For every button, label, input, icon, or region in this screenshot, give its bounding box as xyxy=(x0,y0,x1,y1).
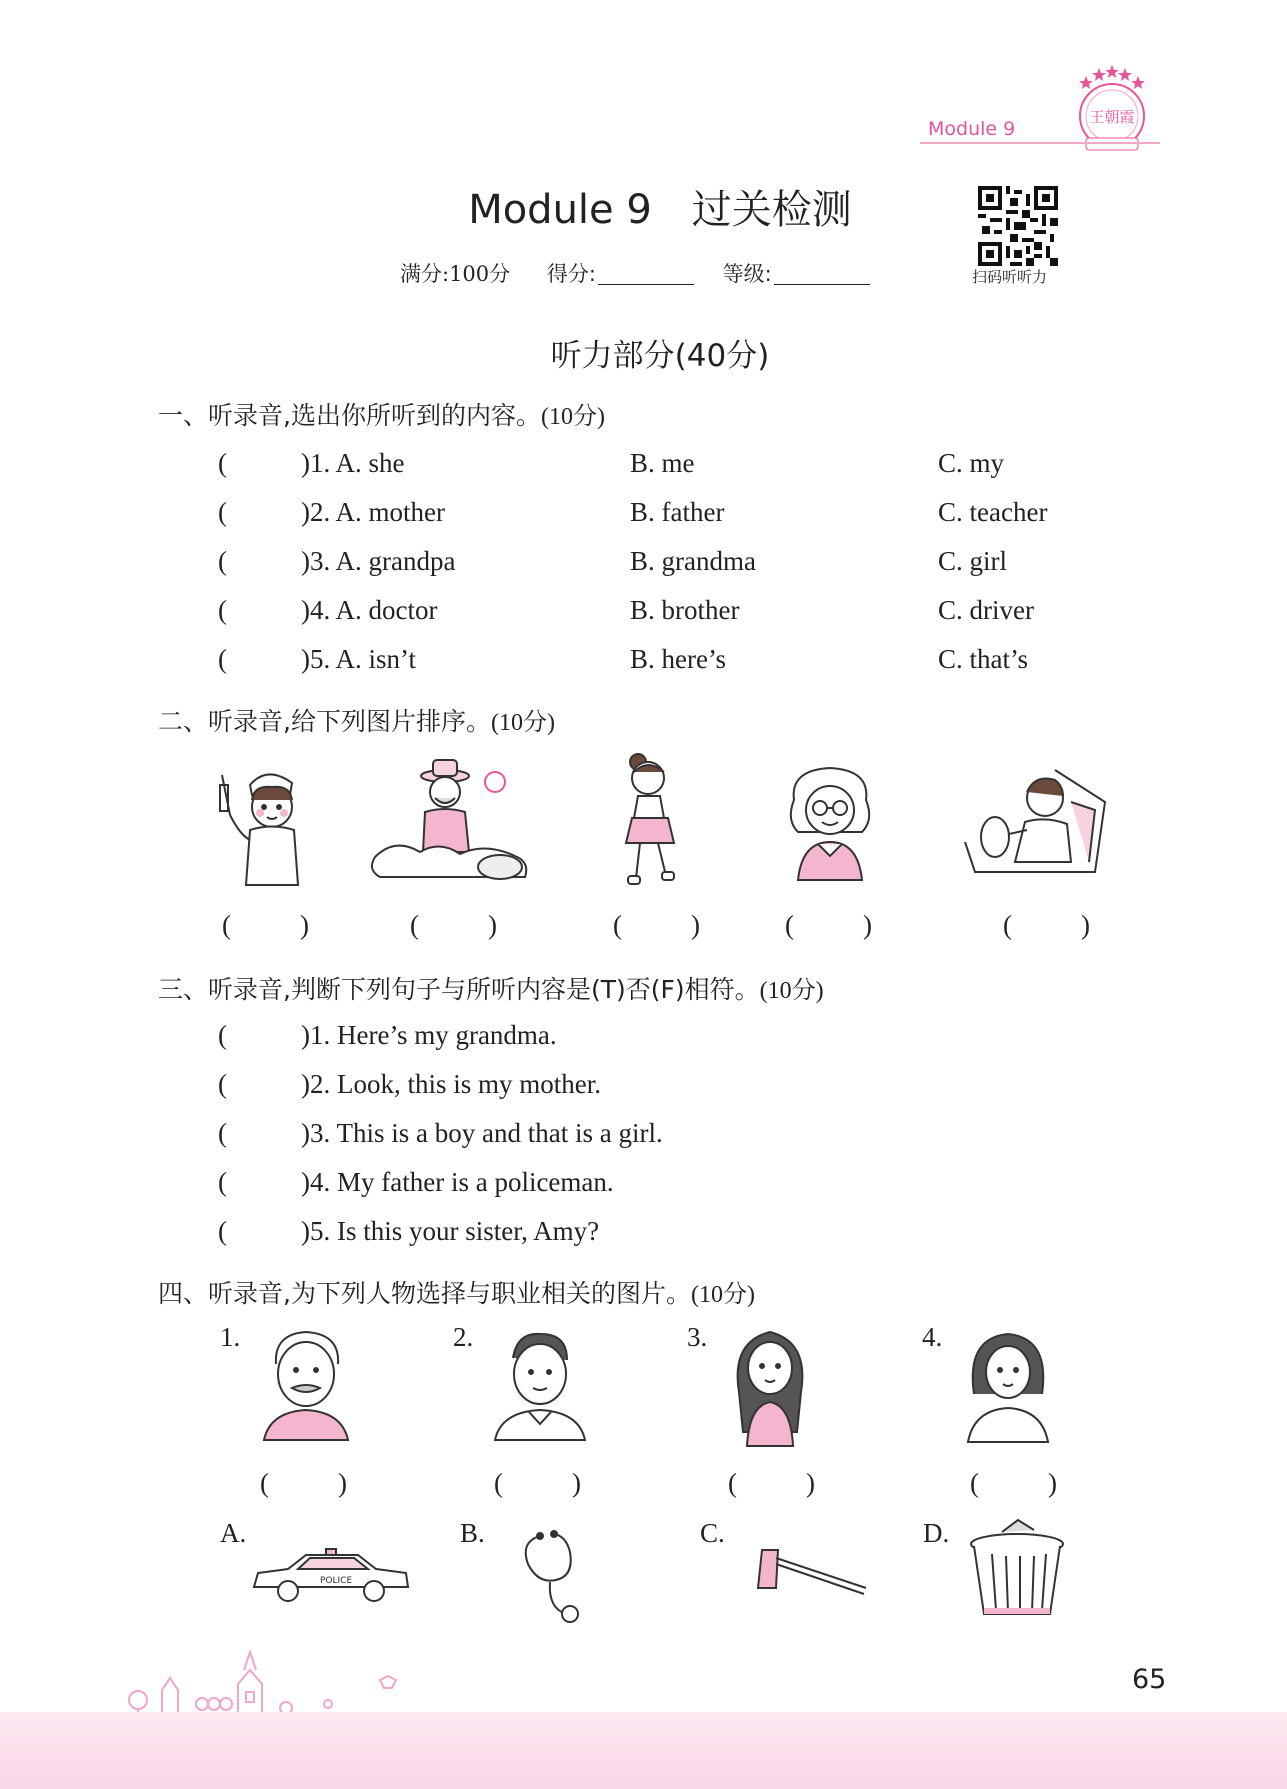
option-b: B. brother xyxy=(630,595,740,625)
option-b: B. father xyxy=(630,497,725,527)
option-letter-c: C. xyxy=(700,1518,725,1548)
option-letter-a: A. xyxy=(220,1518,247,1548)
row-bracket-open[interactable]: ( xyxy=(218,546,227,576)
svg-text:王朝霞: 王朝霞 xyxy=(1089,108,1135,126)
sentence: )5. Is this your sister, Amy? xyxy=(301,1216,600,1246)
trash-bin-icon xyxy=(962,1518,1072,1622)
score-blank[interactable] xyxy=(598,264,694,285)
option-a: )3. A. grandpa xyxy=(301,546,456,576)
row-bracket-open[interactable]: ( xyxy=(218,497,227,527)
module-tag: Module 9 xyxy=(928,118,1016,140)
option-b: B. me xyxy=(630,448,695,478)
row-bracket-open[interactable]: ( xyxy=(218,1216,227,1246)
option-letter-d: D. xyxy=(923,1518,950,1548)
option-b: B. here’s xyxy=(630,644,726,674)
person-number-3: 3. xyxy=(687,1322,708,1352)
section2-heading: 二、听录音,给下列图片排序。(10分) xyxy=(158,707,555,736)
score-label: 得分: xyxy=(546,262,596,286)
sentence: )1. Here’s my grandma. xyxy=(301,1020,557,1050)
girl-walking-picture xyxy=(610,748,690,893)
sentence: )3. This is a boy and that is a girl. xyxy=(301,1118,663,1148)
option-letter-b: B. xyxy=(460,1518,485,1548)
person-number-4: 4. xyxy=(922,1322,943,1352)
woman-portrait-icon xyxy=(960,1324,1056,1444)
footer-decoration xyxy=(118,1648,418,1716)
page-title: Module 9 过关检测 xyxy=(468,187,852,233)
police-car-text: POLICE xyxy=(320,1576,353,1586)
sentence: )4. My father is a policeman. xyxy=(301,1167,614,1197)
listening-section-header: 听力部分(40分) xyxy=(550,338,770,374)
row-bracket-open[interactable]: ( xyxy=(218,1167,227,1197)
section1-heading: 一、听录音,选出你所听到的内容。(10分) xyxy=(158,401,605,430)
row-bracket-open[interactable]: ( xyxy=(218,644,227,674)
section3-heading: 三、听录音,判断下列句子与所听内容是(T)否(F)相符。(10分) xyxy=(158,975,824,1004)
hoe-icon xyxy=(750,1540,870,1610)
sentence: )2. Look, this is my mother. xyxy=(301,1069,601,1099)
option-b: B. grandma xyxy=(630,546,756,576)
option-a: )1. A. she xyxy=(301,448,405,478)
full-score-label: 满分:100分 xyxy=(400,262,511,286)
score-line xyxy=(400,258,892,288)
police-car-icon xyxy=(248,1543,414,1609)
driver-picture xyxy=(955,762,1115,882)
grade-label: 等级: xyxy=(722,262,772,286)
girl-portrait-icon xyxy=(725,1322,815,1447)
option-c: C. driver xyxy=(938,595,1034,625)
option-a: )4. A. doctor xyxy=(301,595,438,625)
row-bracket-open[interactable]: ( xyxy=(218,448,227,478)
option-c: C. girl xyxy=(938,546,1008,576)
option-c: C. that’s xyxy=(938,644,1029,674)
section4-heading: 四、听录音,为下列人物选择与职业相关的图片。(10分) xyxy=(158,1279,755,1308)
option-c: C. my xyxy=(938,448,1005,478)
stethoscope-icon xyxy=(510,1528,594,1626)
row-bracket-open[interactable]: ( xyxy=(218,1118,227,1148)
option-a: )2. A. mother xyxy=(301,497,445,527)
row-bracket-open[interactable]: ( xyxy=(218,1020,227,1050)
grade-blank[interactable] xyxy=(774,264,870,285)
row-bracket-open[interactable]: ( xyxy=(218,595,227,625)
nurse-picture xyxy=(212,755,322,890)
option-c: C. teacher xyxy=(938,497,1048,527)
farmer-picture xyxy=(365,752,545,890)
row-bracket-open[interactable]: ( xyxy=(218,1069,227,1099)
person-number-1: 1. xyxy=(220,1322,241,1352)
module-tag-underline xyxy=(920,142,1160,144)
person-number-2: 2. xyxy=(453,1322,474,1352)
grandpa-portrait-icon xyxy=(254,1324,359,1442)
grandma-picture xyxy=(780,760,880,885)
man-portrait-icon xyxy=(487,1324,592,1442)
page-number: 65 xyxy=(1132,1664,1167,1695)
footer-band xyxy=(0,1712,1287,1789)
option-a: )5. A. isn’t xyxy=(301,644,417,674)
qr-caption: 扫码听听力 xyxy=(972,268,1048,286)
qr-code-icon[interactable] xyxy=(978,186,1058,266)
